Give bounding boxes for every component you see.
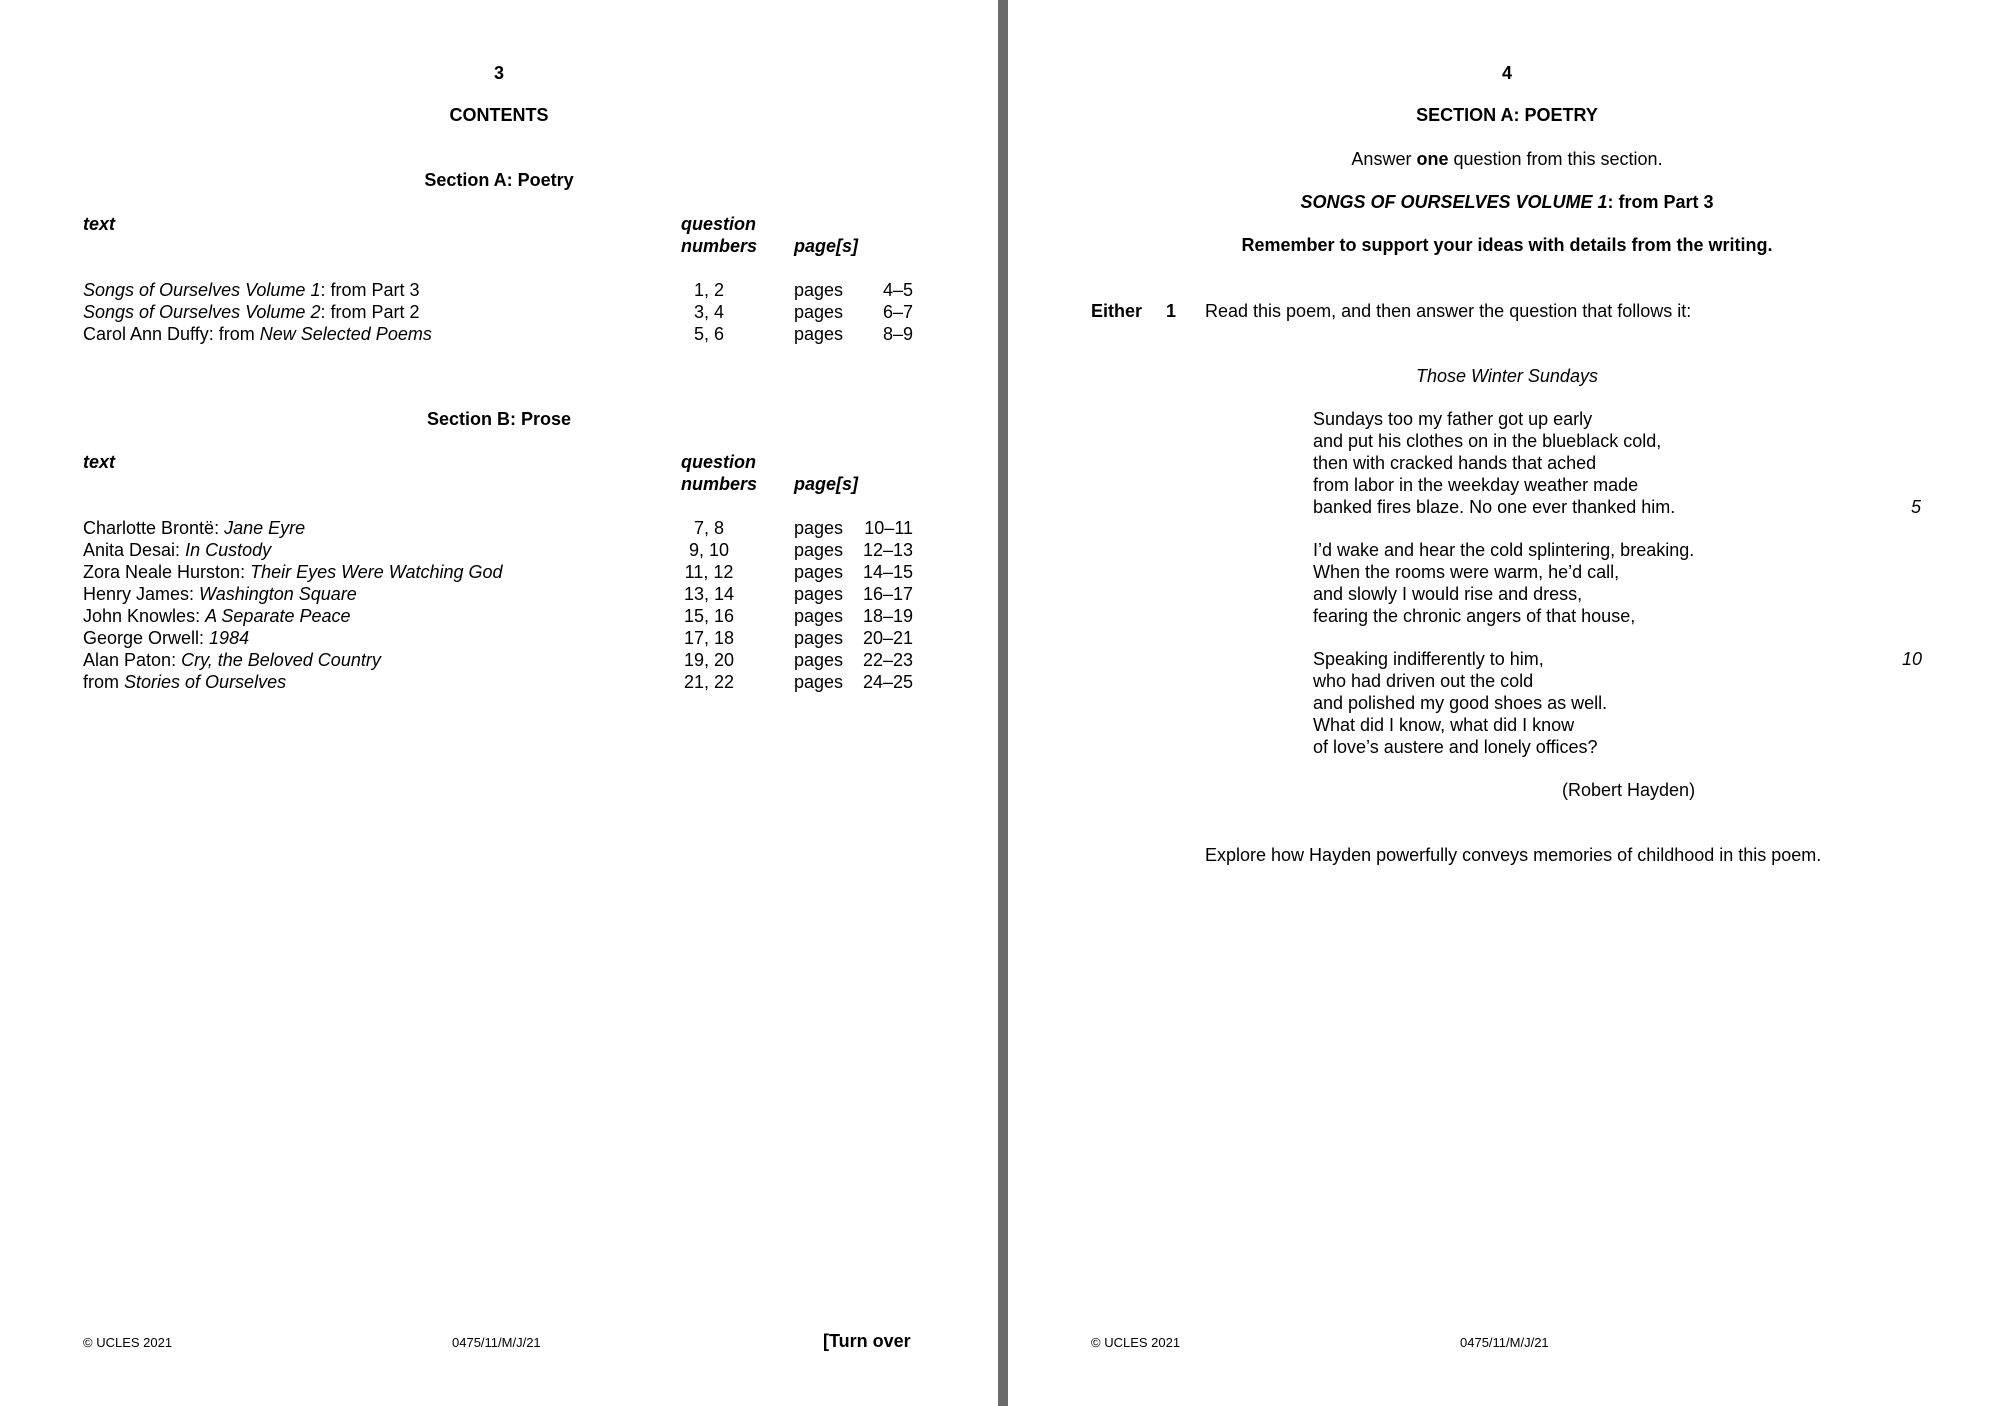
row-text [83, 517, 305, 539]
contents-row [83, 301, 913, 323]
row-pages-label: pages [794, 324, 844, 344]
poem-line: fearing the chronic angers of that house, [1313, 606, 1636, 626]
contents-row [83, 671, 913, 693]
poem-line: then with cracked hands that ached [1313, 453, 1597, 473]
row-text-title: Stories of Ourselves [124, 672, 287, 692]
poem-line: banked fires blaze. No one ever thanked him. [1313, 497, 1676, 517]
footer-copyright: © UCLES 2021 [83, 1335, 173, 1350]
column-header-text: text [83, 452, 116, 472]
contents-row [83, 323, 913, 345]
anthology-heading [1008, 191, 2006, 213]
row-pages: 12–13 [862, 540, 913, 560]
turn-over: [Turn over [823, 1331, 911, 1351]
footer-code: 0475/11/M/J/21 [452, 1335, 541, 1350]
poem-line: Sundays too my father got up early [1313, 409, 1593, 429]
poem-line: I’d wake and hear the cold splintering, breaking. [1313, 540, 1695, 560]
question-prompt: Read this poem, and then answer the question that follows it: [1205, 301, 1692, 321]
instruction [1008, 148, 2006, 170]
row-pages-label: pages [794, 302, 844, 322]
poem-line: from labor in the weekday weather made [1313, 475, 1639, 495]
row-text-title: Cry, the Beloved Country [181, 650, 381, 670]
row-questions: 13, 14 [683, 584, 735, 604]
row-text-author: Zora Neale Hurston: [83, 562, 251, 582]
anthology-title: SONGS OF OURSELVES VOLUME 1 [1300, 192, 1608, 212]
contents-row [83, 649, 913, 671]
row-questions: 21, 22 [683, 672, 735, 692]
instruction-emphasis: one [1416, 149, 1449, 169]
row-text-title: Jane Eyre [224, 518, 306, 538]
section-b-heading: Section B: Prose [426, 409, 572, 429]
column-header-text: text [83, 214, 116, 234]
row-questions: 17, 18 [683, 628, 735, 648]
contents-title: CONTENTS [449, 105, 549, 125]
contents-row [83, 605, 913, 627]
row-text-rest: : from Part 2 [320, 302, 420, 322]
row-pages: 8–9 [882, 324, 913, 344]
column-header-question: question [681, 214, 756, 234]
row-text-author: John Knowles: [83, 606, 206, 626]
left-page [0, 0, 998, 1406]
row-pages-label: pages [794, 628, 844, 648]
row-text-author: Alan Paton: [83, 650, 182, 670]
footer-code: 0475/11/M/J/21 [1460, 1335, 1549, 1350]
row-text-rest: : from Part 3 [320, 280, 420, 300]
question-task: Explore how Hayden powerfully conveys memories of childhood in this poem. [1205, 845, 1822, 865]
row-text [83, 583, 357, 605]
line-number-5: 5 [1911, 497, 1922, 517]
poem-line: and slowly I would rise and dress, [1313, 584, 1583, 604]
row-questions: 11, 12 [684, 562, 734, 582]
row-questions: 7, 8 [693, 518, 725, 538]
row-text [83, 539, 271, 561]
row-pages: 4–5 [882, 280, 913, 300]
poem-line: What did I know, what did I know [1313, 715, 1575, 735]
instruction-end: question from this section. [1448, 149, 1663, 169]
page-number: 3 [493, 63, 504, 83]
column-header-numbers: numbers [681, 474, 758, 494]
instruction-start: Answer [1351, 149, 1417, 169]
row-text-title: Songs of Ourselves Volume 1 [83, 280, 321, 300]
poem-line: and put his clothes on in the blueblack cold, [1313, 431, 1662, 451]
row-questions: 3, 4 [693, 302, 725, 322]
contents-row [83, 517, 913, 539]
anthology-part: : from Part 3 [1607, 192, 1714, 212]
right-page [1008, 0, 2006, 1406]
row-text-title: A Separate Peace [205, 606, 351, 626]
contents-row [83, 561, 913, 583]
row-questions: 5, 6 [693, 324, 725, 344]
either-label: Either [1091, 301, 1143, 321]
row-text-title: New Selected Poems [259, 324, 432, 344]
contents-row [83, 279, 913, 301]
line-number-10: 10 [1902, 649, 1923, 669]
poem-line: Speaking indifferently to him, [1313, 649, 1544, 669]
page-divider [998, 0, 1008, 1406]
row-pages: 20–21 [862, 628, 913, 648]
row-text [83, 279, 420, 301]
row-text-title: In Custody [185, 540, 272, 560]
row-text-author: George Orwell: [83, 628, 210, 648]
row-text [83, 671, 286, 693]
section-title: SECTION A: POETRY [1416, 105, 1598, 125]
remember-note: Remember to support your ideas with details from the writing. [1241, 235, 1773, 255]
row-text-title: Songs of Ourselves Volume 2 [83, 302, 321, 322]
row-questions: 19, 20 [683, 650, 735, 670]
row-pages: 6–7 [882, 302, 913, 322]
row-text [83, 649, 381, 671]
poem-author: (Robert Hayden) [1562, 780, 1696, 800]
row-pages-label: pages [794, 562, 844, 582]
row-text [83, 301, 420, 323]
poem-line: and polished my good shoes as well. [1313, 693, 1608, 713]
row-pages-label: pages [794, 672, 844, 692]
row-pages: 22–23 [862, 650, 913, 670]
contents-row [83, 627, 913, 649]
poem-line: When the rooms were warm, he’d call, [1313, 562, 1620, 582]
row-text [83, 605, 351, 627]
contents-row [83, 539, 913, 561]
row-questions: 15, 16 [683, 606, 735, 626]
row-text [83, 627, 249, 649]
row-text-author: Carol Ann Duffy: from [83, 324, 260, 344]
poem-line: who had driven out the cold [1313, 671, 1534, 691]
column-header-pages: page[s] [794, 474, 859, 494]
poem-line: of love’s austere and lonely offices? [1313, 737, 1598, 757]
question-number: 1 [1166, 301, 1177, 321]
row-questions: 1, 2 [693, 280, 725, 300]
row-pages-label: pages [794, 518, 844, 538]
row-pages: 16–17 [862, 584, 913, 604]
row-pages-label: pages [794, 584, 844, 604]
page-number: 4 [1501, 63, 1512, 83]
row-questions: 9, 10 [688, 540, 730, 560]
column-header-pages: page[s] [794, 236, 859, 256]
row-pages-label: pages [794, 650, 844, 670]
row-pages: 14–15 [862, 562, 913, 582]
row-text-title: Washington Square [199, 584, 357, 604]
row-text-author: from [83, 672, 125, 692]
column-header-numbers: numbers [681, 236, 758, 256]
row-pages-label: pages [794, 540, 844, 560]
row-text-author: Anita Desai: [83, 540, 186, 560]
contents-row [83, 583, 913, 605]
row-pages-label: pages [794, 280, 844, 300]
row-pages-label: pages [794, 606, 844, 626]
row-text [83, 323, 432, 345]
row-text-author: Henry James: [83, 584, 200, 604]
row-text-title: 1984 [209, 628, 250, 648]
row-text-title: Their Eyes Were Watching God [250, 562, 503, 582]
row-pages: 10–11 [864, 518, 913, 538]
section-a-heading: Section A: Poetry [424, 170, 574, 190]
poem-title: Those Winter Sundays [1416, 366, 1598, 386]
row-pages: 24–25 [862, 672, 913, 692]
footer-copyright: © UCLES 2021 [1091, 1335, 1181, 1350]
row-text-author: Charlotte Brontë: [83, 518, 225, 538]
row-text [83, 561, 503, 583]
row-pages: 18–19 [862, 606, 913, 626]
column-header-question: question [681, 452, 756, 472]
